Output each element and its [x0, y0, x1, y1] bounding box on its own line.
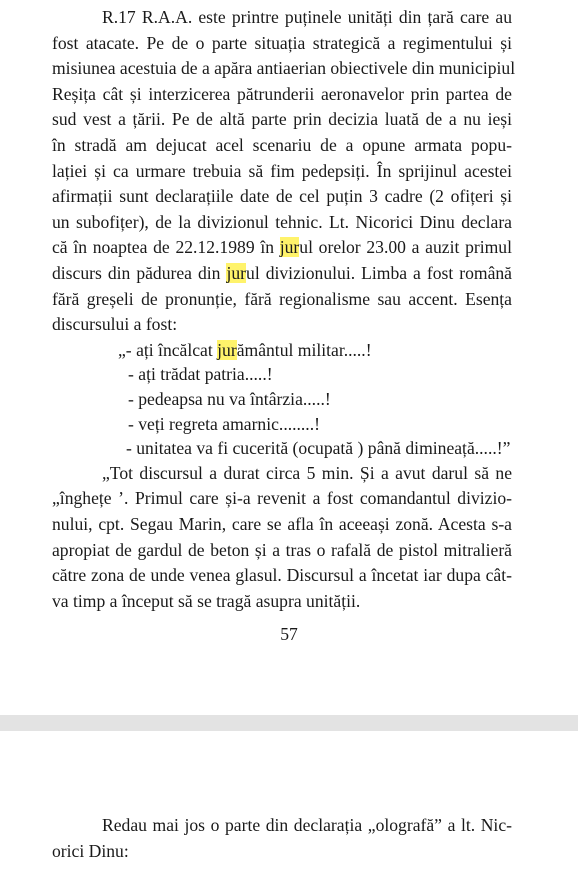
quote-line — [128, 389, 331, 409]
text-segment: orici Dinu: — [52, 841, 129, 861]
paragraph-line — [52, 841, 129, 861]
text-segment: discursului a fost: — [52, 314, 178, 335]
text-segment: Redau mai jos o parte din declarația „olografă” a lt. Nic- — [102, 815, 512, 835]
paragraph-line — [52, 463, 512, 483]
quote-line — [128, 364, 273, 384]
paragraph-line — [52, 565, 512, 585]
text-segment: R.17 R.A.A. este printre puținele unități din țară care au — [102, 7, 512, 27]
page-number: 57 — [280, 624, 298, 644]
paragraph-line — [52, 212, 512, 232]
paragraph-line — [52, 289, 512, 309]
text-segment: că în noaptea de 22.12.1989 în — [52, 237, 280, 258]
paragraph-line — [52, 314, 177, 334]
text-segment: „Tot discursul a durat circa 5 min. Și a avut darul să ne — [102, 462, 512, 483]
paragraph-line — [52, 109, 512, 129]
text-segment: către zona de unde venea glasul. Discursul a încetat iar dupa cât- — [52, 565, 512, 586]
text-segment: - ați trădat patria.....! — [128, 364, 273, 385]
text-segment: nului, cpt. Segau Marin, care se afla în aceeași zonă. Acesta s-a — [52, 514, 512, 534]
paragraph-line — [52, 540, 512, 560]
paragraph-line — [52, 161, 512, 181]
paragraph-line — [52, 58, 516, 79]
paragraph-line — [52, 135, 512, 155]
paragraph-line — [52, 237, 512, 257]
text-segment: sud vest a țării. Pe de altă parte prin decizia luată de a nu ieși — [52, 109, 512, 130]
quote-line — [126, 438, 510, 458]
paragraph-line — [52, 488, 512, 508]
page-separator — [0, 715, 578, 731]
paragraph-line — [52, 186, 512, 206]
text-segment: „înghețe ’. Primul care și-a revenit a fost comandantul divizio- — [52, 488, 512, 509]
quote-line — [118, 340, 372, 360]
text-segment: ământul militar.....! — [236, 339, 372, 360]
text-segment: - unitatea va fi cucerită (ocupată ) până dimineață.....!” — [126, 438, 511, 459]
text-segment: afirmații sunt declarațiile date de cel puțin 3 cadre (2 ofițeri și — [52, 186, 512, 207]
paragraph-line — [52, 514, 512, 534]
text-segment: misiunea acestuia de a apăra antiaerian obiectivele din municipiul — [52, 58, 516, 79]
text-segment: ul orelor 23.00 a auzit primul — [299, 237, 512, 258]
text-segment: va timp a început să se tragă asupra unității. — [52, 590, 361, 611]
quote-line — [128, 414, 320, 434]
text-segment: apropiat de gardul de beton și a tras o rafală de pistol mitralieră — [52, 539, 512, 560]
paragraph-line — [52, 591, 360, 611]
text-segment: „- ați încălcat — [118, 339, 218, 360]
paragraph-line — [52, 263, 512, 283]
text-segment: ul divizionului. Limba a fost română — [246, 263, 512, 283]
text-segment: în stradă am dejucat acel scenariu de a opune armata popu- — [52, 135, 512, 155]
text-segment: lației și ca urmare trebuia să fim pedepsiți. În sprijinul acestei — [52, 160, 512, 181]
text-segment: - pedeapsa nu va întârzia.....! — [128, 389, 331, 409]
text-segment: Reșița cât și interzicerea pătrunderii aeronavelor prin partea de — [52, 83, 512, 104]
text-segment: fost atacate. Pe de o parte situația strategică a regimentului și — [52, 32, 512, 53]
search-highlight: jur — [217, 339, 237, 360]
paragraph-line — [52, 7, 512, 27]
search-highlight: jur — [279, 237, 300, 258]
text-segment: - veți regreta amarnic........! — [128, 413, 320, 434]
search-highlight: jur — [226, 263, 247, 283]
text-segment: discurs din pădurea din — [52, 263, 227, 283]
paragraph-line — [52, 33, 512, 53]
text-segment: fără greșeli de pronunție, fără regionalisme sau accent. Esența — [52, 288, 512, 309]
text-segment: un subofițer), de la divizionul tehnic. Lt. Nicorici Dinu declara — [52, 211, 512, 232]
paragraph-line — [52, 84, 512, 104]
paragraph-line — [52, 815, 512, 835]
